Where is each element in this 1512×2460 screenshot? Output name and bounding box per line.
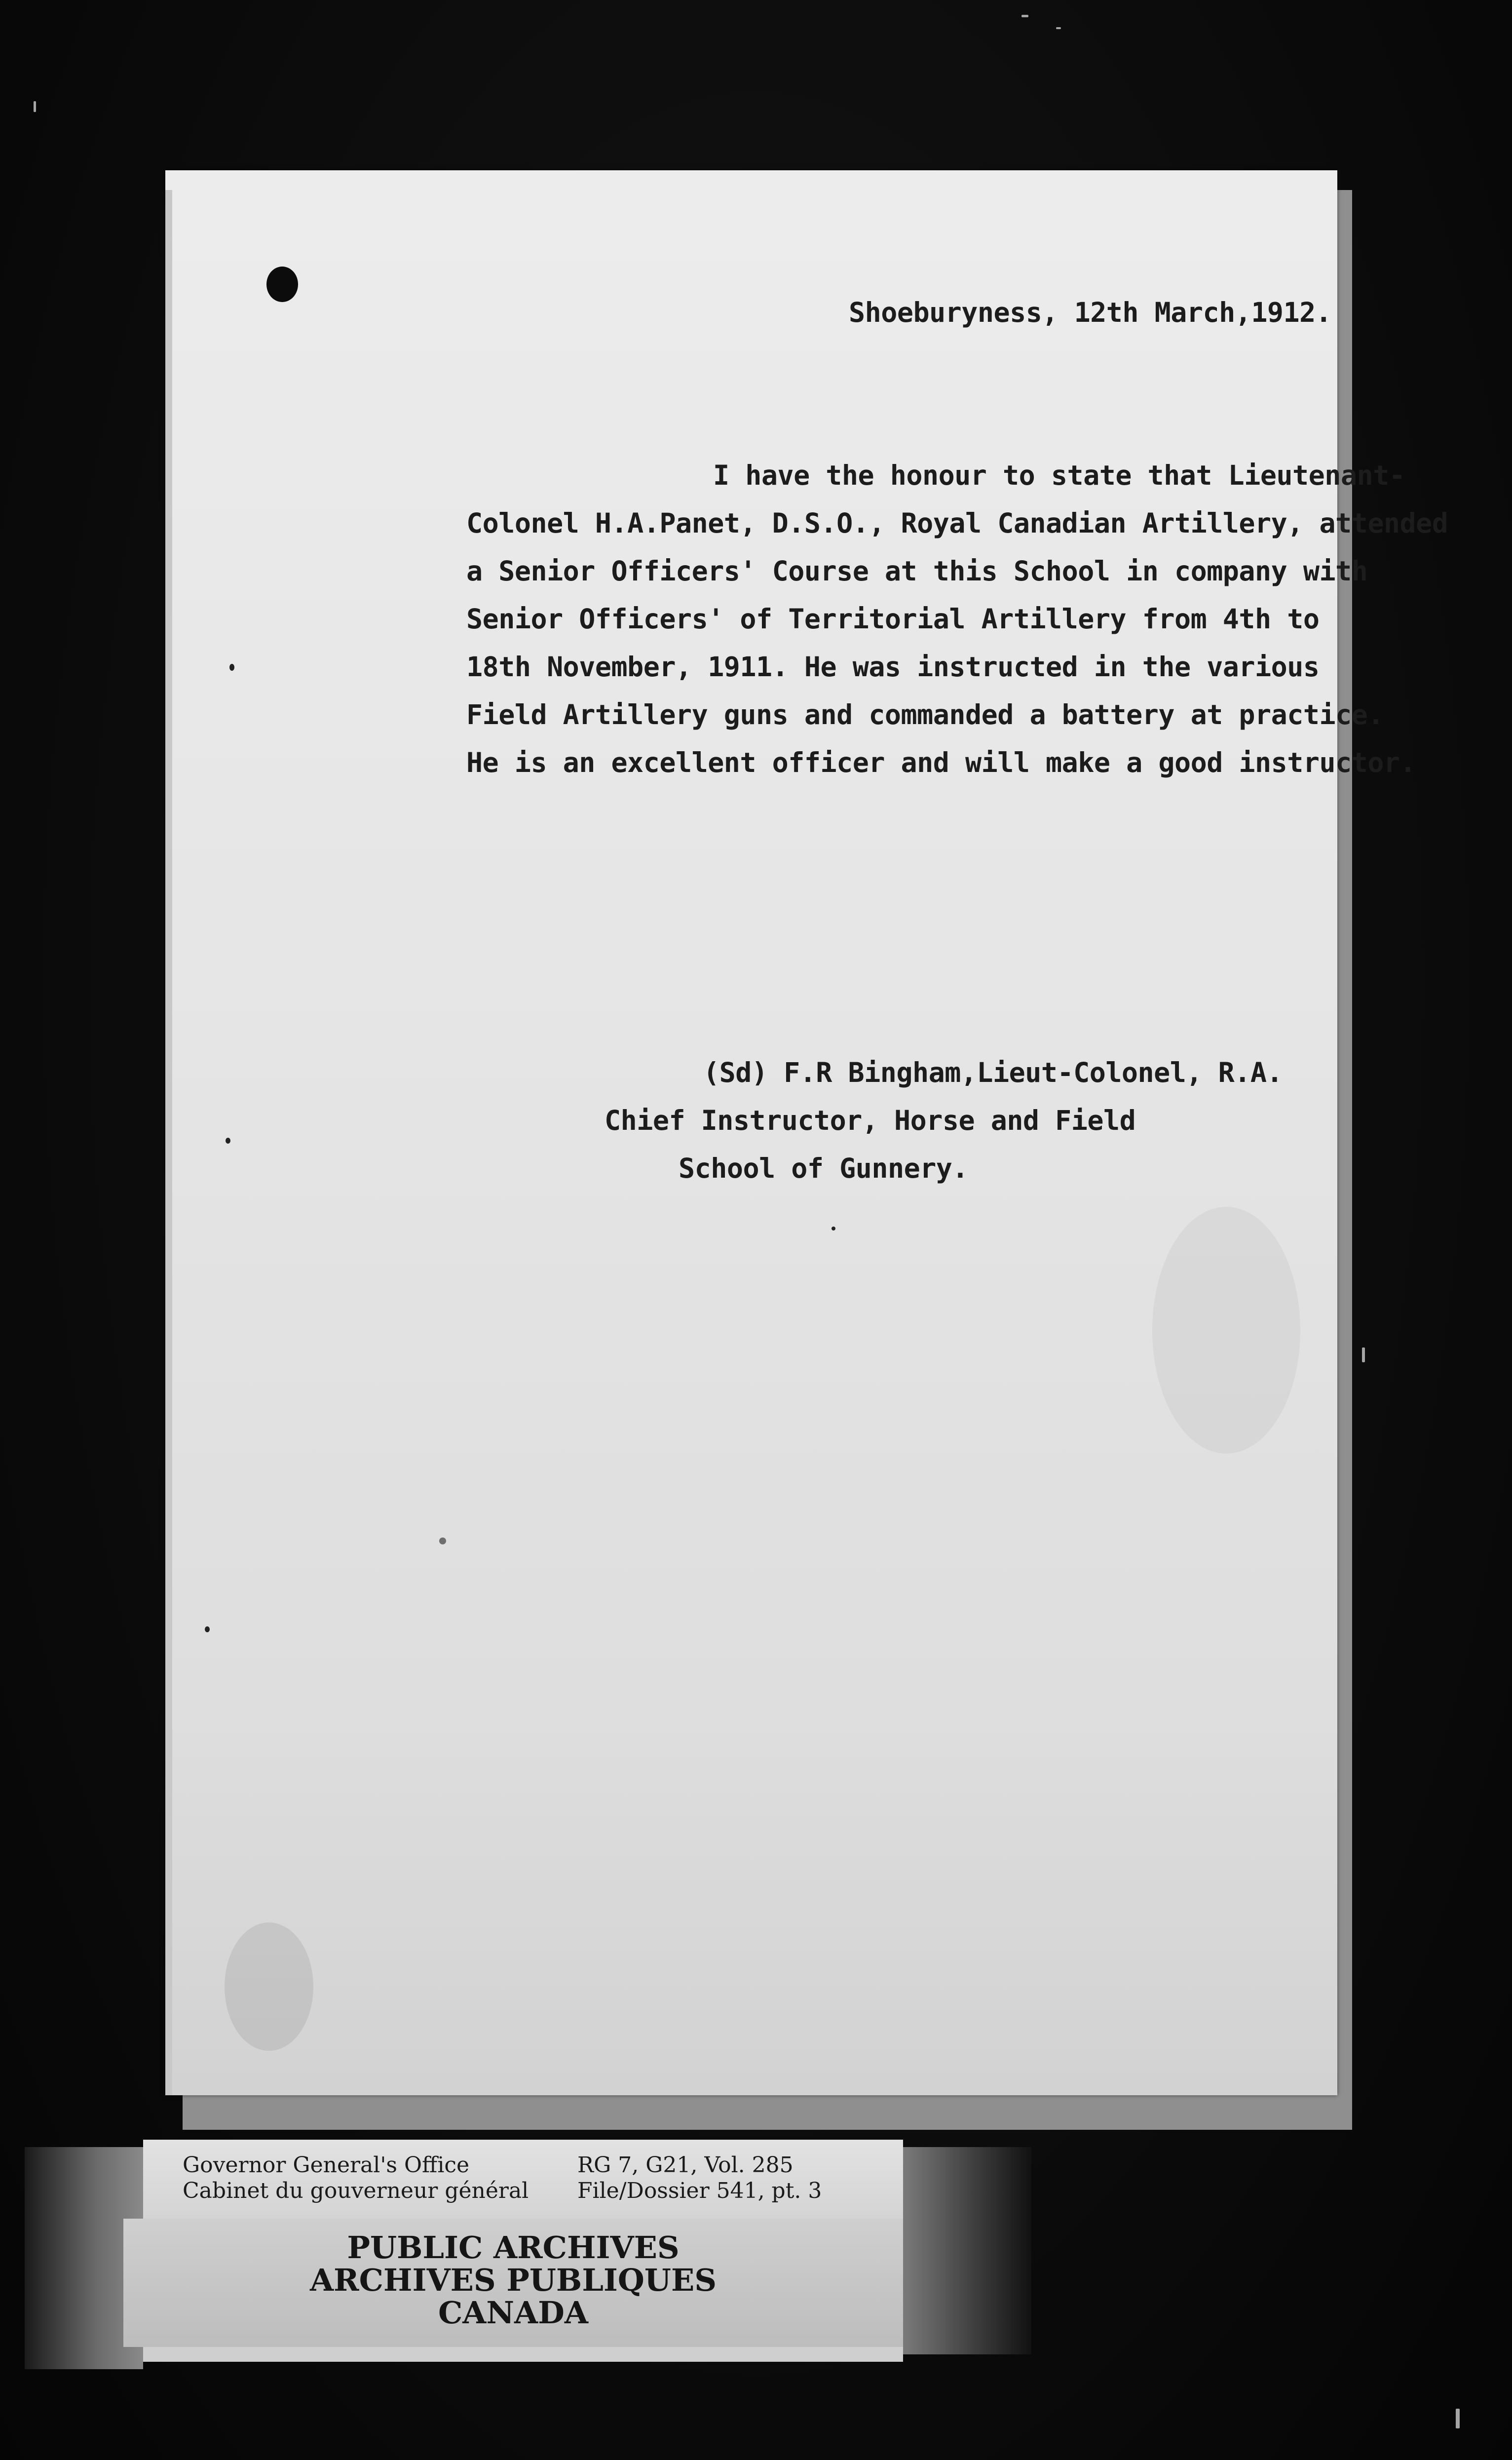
file-reference: File/Dossier 541, pt. 3: [577, 2178, 822, 2203]
body-line: Field Artillery guns and commanded a battery at practice.: [466, 699, 1384, 730]
paper-speck: [229, 664, 234, 671]
film-scratch: [1021, 15, 1028, 17]
stamp-line-2: ARCHIVES PUBLIQUES: [309, 2262, 717, 2298]
punch-hole: [266, 267, 298, 302]
body-line: a Senior Officers' Course at this School in company with: [466, 555, 1368, 587]
body-line: Colonel H.A.Panet, D.S.O., Royal Canadian Artillery, attended: [466, 507, 1448, 539]
paper-stain: [1152, 1207, 1300, 1454]
archive-reference-label: [143, 2140, 903, 2219]
film-scratch: [1362, 1347, 1365, 1362]
body-line: I have the honour to state that Lieutenant-: [713, 460, 1405, 491]
signature-unit: School of Gunnery.: [679, 1153, 969, 1184]
paper-speck: [832, 1227, 835, 1230]
letter-body: [466, 452, 1448, 787]
signature-title: Chief Instructor, Horse and Field: [605, 1105, 1136, 1136]
letter-page: [165, 170, 1448, 2095]
body-line: Senior Officers' of Territorial Artillery from 4th to: [466, 603, 1320, 635]
paper-speck: [226, 1138, 230, 1144]
label-bottom-strip: [143, 2347, 903, 2362]
office-name-en: Governor General's Office: [183, 2152, 470, 2178]
record-group-reference: RG 7, G21, Vol. 285: [577, 2152, 794, 2178]
signature-line: (Sd) F.R Bingham,Lieut-Colonel, R.A.: [703, 1057, 1283, 1088]
stamp-line-3: CANADA: [438, 2295, 589, 2331]
film-scratch: [34, 101, 36, 112]
film-scratch: [1056, 27, 1061, 29]
film-scratch: [1456, 2409, 1460, 2428]
signature-block: [605, 1049, 1283, 1192]
public-archives-stamp: [123, 2219, 903, 2347]
body-line: He is an excellent officer and will make a good instructor.: [466, 747, 1416, 778]
page-edge: [165, 190, 172, 2095]
body-line: 18th November, 1911. He was instructed in the various: [466, 651, 1320, 683]
paper-speck: [439, 1538, 446, 1544]
paper-speck: [205, 1626, 210, 1632]
office-name-fr: Cabinet du gouverneur général: [183, 2178, 529, 2203]
label-holder-right: [903, 2147, 1031, 2354]
paper-stain: [225, 1922, 313, 2051]
stamp-line-1: PUBLIC ARCHIVES: [347, 2229, 680, 2266]
letter-date: Shoeburyness, 12th March,1912.: [849, 297, 1332, 328]
